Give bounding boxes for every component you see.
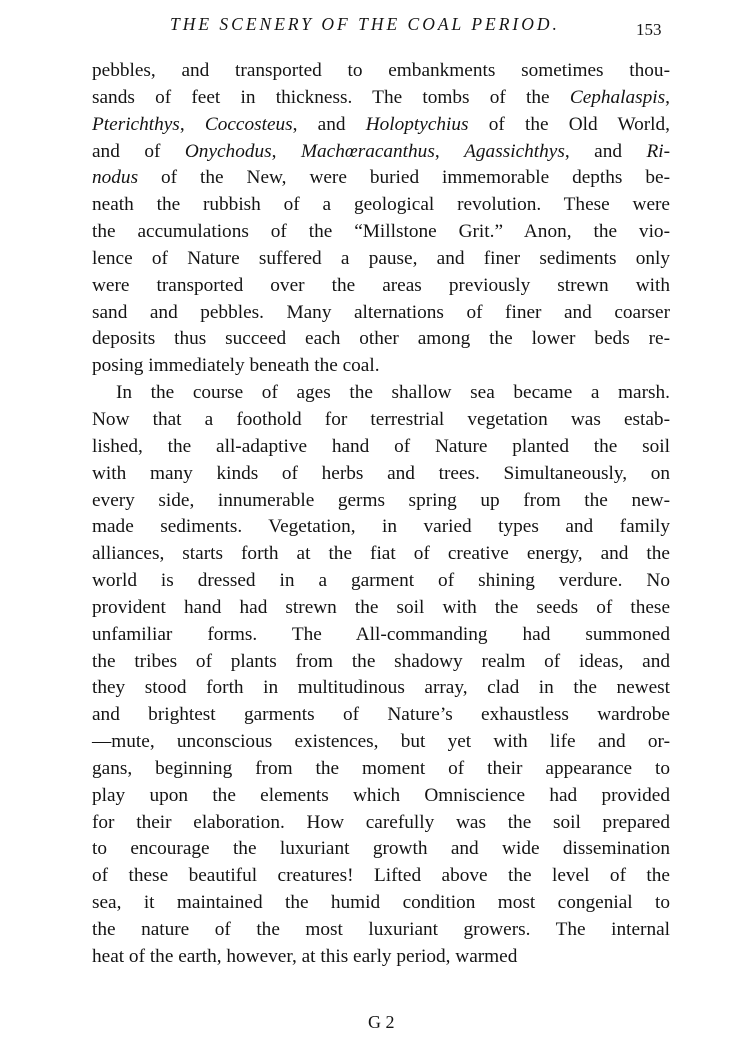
paragraph-2 <box>92 380 670 971</box>
text-line: the nature of the most luxuriant growers. The internal <box>92 919 670 940</box>
body-text <box>92 58 670 971</box>
text-line: sea, it maintained the humid condition most congenial to <box>92 892 670 914</box>
text-line: nodus of the New, were buried immemorable depths be- <box>92 167 670 189</box>
text-line: the accumulations of the “Millstone Grit.” Anon, the vio- <box>92 221 670 243</box>
text-line: provident hand had strewn the soil with the seeds of these <box>92 596 670 618</box>
text-line: were transported over the areas previously strewn with <box>92 274 670 296</box>
text-line: the tribes of plants from the shadowy realm of ideas, and <box>92 650 670 672</box>
text-line: deposits thus succeed each other among the lower beds re- <box>92 328 670 350</box>
text-line: to encourage the luxuriant growth and wide dissemination <box>92 838 670 860</box>
text-line: gans, beginning from the moment of their appearance to <box>92 757 670 779</box>
text-line: play upon the elements which Omniscience had provided <box>92 784 670 806</box>
text-line: they stood forth in multitudinous array, clad in the newest <box>92 677 670 699</box>
text-line: In the course of ages the shallow sea became a marsh. <box>116 382 670 404</box>
paragraph-1 <box>92 58 670 380</box>
text-line: for their elaboration. How carefully was the soil prepared <box>92 811 670 833</box>
text-line: alliances, starts forth at the fiat of creative energy, and the <box>92 543 670 565</box>
text-line: neath the rubbish of a geological revolution. These were <box>92 194 670 216</box>
text-line: every side, innumerable germs spring up from the new- <box>92 489 670 511</box>
text-line: sands of feet in thickness. The tombs of the Cephalaspis, <box>92 86 670 108</box>
text-line: lence of Nature suffered a pause, and finer sediments only <box>92 247 670 269</box>
text-line: and of Onychodus, Machœracanthus, Agassichthys, and Ri- <box>92 140 671 162</box>
text-line: posing immediately beneath the coal. <box>92 355 380 377</box>
text-line: lished, the all-adaptive hand of Nature planted the soil <box>92 435 670 457</box>
text-line: of these beautiful creatures! Lifted above the level of the <box>92 865 670 887</box>
signature-mark: G 2 <box>368 1012 395 1032</box>
text-line: heat of the earth, however, at this early period, warmed <box>92 945 518 967</box>
text-line: and brightest garments of Nature’s exhaustless wardrobe <box>92 704 670 726</box>
running-head: THE SCENERY OF THE COAL PERIOD. <box>170 14 560 34</box>
text-line: —mute, unconscious existences, but yet with life and or- <box>92 731 670 753</box>
text-line: with many kinds of herbs and trees. Simultaneously, on <box>92 462 670 484</box>
text-line: made sediments. Vegetation, in varied types and family <box>92 516 670 538</box>
text-line: pebbles, and transported to embankments sometimes thou- <box>92 60 670 81</box>
text-line: sand and pebbles. Many alternations of finer and coarser <box>92 301 670 323</box>
page-number: 153 <box>636 20 662 39</box>
text-line: unfamiliar forms. The All-commanding had summoned <box>92 623 670 645</box>
text-line: world is dressed in a garment of shining verdure. No <box>92 570 670 592</box>
text-line: Now that a foothold for terrestrial vegetation was estab- <box>92 408 670 430</box>
text-line: Pterichthys, Coccosteus, and Holoptychius of the Old World, <box>92 113 671 135</box>
